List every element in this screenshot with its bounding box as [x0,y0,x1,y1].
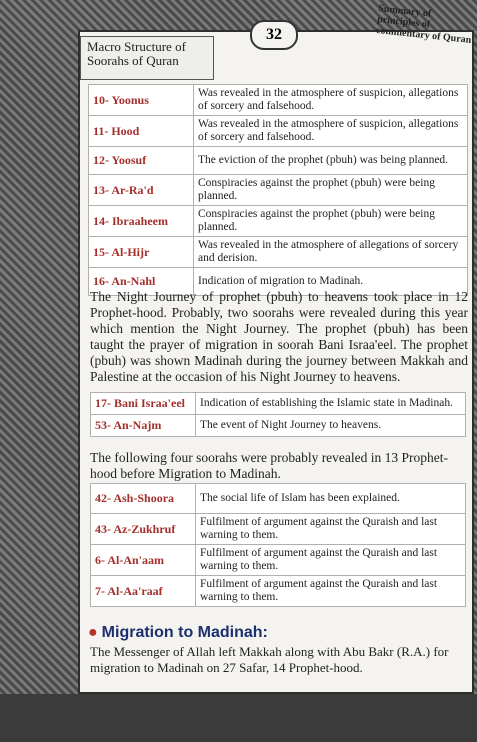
table-row [89,147,468,175]
soorah-name: 11- Hood [89,116,194,147]
table-row [91,545,466,576]
soorah-table-1 [88,84,468,296]
soorah-name: 14- Ibraaheem [89,206,194,237]
soorah-name: 10- Yoonus [89,85,194,116]
table-row [89,85,468,116]
table-row [89,116,468,147]
soorah-description: The event of Night Journey to heavens. [196,415,466,437]
soorah-name: 12- Yoosuf [89,147,194,175]
night-journey-paragraph: The Night Journey of prophet (pbuh) to heavens took place in 12 Prophet-hood. Probably, two soorahs were revealed during this year which mention the Night Journey. The prophet (pbuh) has been taught the prayer of migration in soorah Bani Israa'eel. The prophet (pbuh) was shown Madinah during the journey between Makkah and Palestine at the occasion of his Night Journey to heavens. [90,289,468,384]
decorative-footer-border [0,694,477,742]
soorah-name: 42- Ash-Shoora [91,484,196,514]
migration-heading [88,624,268,642]
soorah-description: Indication of migration to Madinah. [194,268,468,296]
four-soorahs-paragraph: The following four soorahs were probably revealed in 13 Prophet-hood before Migration to Madinah. [90,450,449,481]
table-row [91,393,466,415]
soorah-description: Was revealed in the atmosphere of suspicion, allegations of sorcery and falsehood. [194,116,468,147]
soorah-description: Fulfilment of argument against the Quraish and last warning to them. [196,576,466,607]
soorah-description: Fulfilment of argument against the Quraish and last warning to them. [196,514,466,545]
table-row [91,576,466,607]
soorah-name: 17- Bani Israa'eel [91,393,196,415]
soorah-name: 53- An-Najm [91,415,196,437]
soorah-table-2 [90,392,466,437]
header-right-title: Summary of principles of commentary of Quran [375,3,472,46]
table-row [89,206,468,237]
soorah-name: 7- Al-Aa'raaf [91,576,196,607]
soorah-description: Fulfilment of argument against the Quraish and last warning to them. [196,545,466,576]
soorah-name: 6- Al-An'aam [91,545,196,576]
table-row [89,237,468,268]
header-left-title: Macro Structure of Soorahs of Quran [80,36,214,80]
soorah-name: 15- Al-Hijr [89,237,194,268]
soorah-name: 16- An-Nahl [89,268,194,296]
soorah-description: The eviction of the prophet (pbuh) was being planned. [194,147,468,175]
table-row [91,415,466,437]
soorah-name: 13- Ar-Ra'd [89,175,194,206]
soorah-table-3 [90,483,466,607]
soorah-description: Conspiracies against the prophet (pbuh) were being planned. [194,175,468,206]
soorah-description: Was revealed in the atmosphere of suspicion, allegations of sorcery and falsehood. [194,85,468,116]
table-row [89,175,468,206]
table-row [91,484,466,514]
soorah-description: Indication of establishing the Islamic state in Madinah. [196,393,466,415]
soorah-description: Conspiracies against the prophet (pbuh) were being planned. [194,206,468,237]
soorah-description: The social life of Islam has been explained. [196,484,466,514]
soorah-description: Was revealed in the atmosphere of allegations of sorcery and derision. [194,237,468,268]
bullet-icon: ● [88,624,98,641]
page-number: 32 [250,20,298,50]
migration-heading-text: Migration to Madinah: [101,624,268,641]
soorah-name: 43- Az-Zukhruf [91,514,196,545]
table-row [91,514,466,545]
migration-paragraph: The Messenger of Allah left Makkah along with Abu Bakr (R.A.) for migration to Madinah on 27 Safar, 14 Prophet-hood. [90,644,449,675]
